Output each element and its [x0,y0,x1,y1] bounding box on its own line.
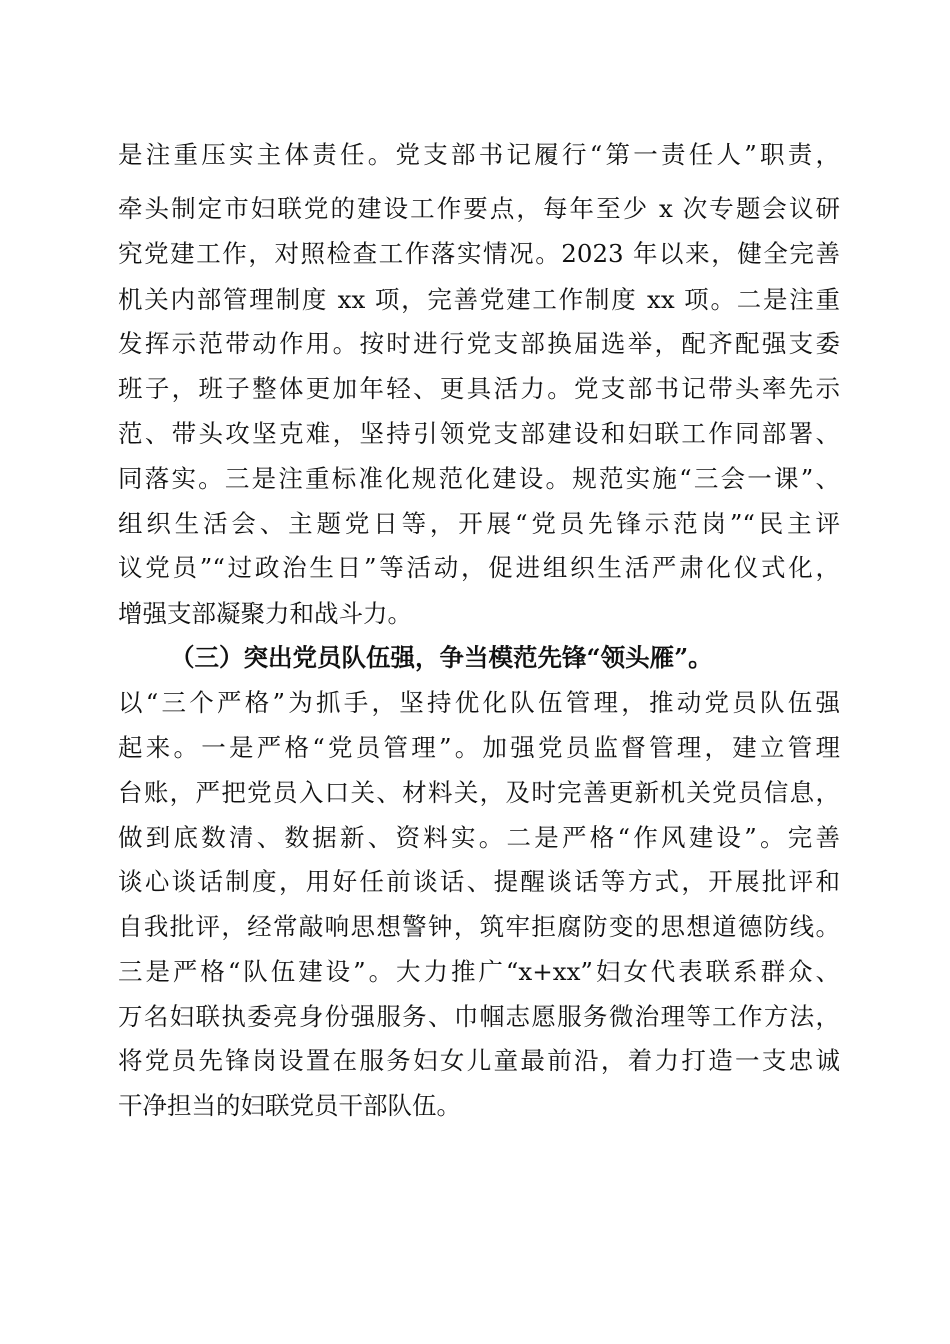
text-line: 谈心谈话制度，用好任前谈话、提醒谈话等方式，开展批评和 [118,867,840,896]
text-line: 班子，班子整体更加年轻、更具活力。党支部书记带头率先示 [118,374,840,403]
section-heading: （三）突出党员队伍强，争当模范先锋“领头雁”。 [170,643,713,672]
text-line: 做到底数清、数据新、资料实。二是严格“作风建设”。完善 [118,823,840,852]
text-line: 起来。一是严格“党员管理”。加强党员监督管理，建立管理 [118,733,840,762]
paragraph-last-line: 增强支部凝聚力和战斗力。 [118,599,412,628]
text-line: 同落实。三是注重标准化规范化建设。规范实施“三会一课”、 [118,464,840,493]
paragraph-last-line: 干净担当的妇联党员干部队伍。 [118,1091,461,1120]
text-line: 三是严格“队伍建设”。大力推广“x+xx”妇女代表联系群众、 [118,957,840,986]
text-line: 究党建工作，对照检查工作落实情况。2023 年以来，健全完善 [118,239,840,268]
text-line: 机关内部管理制度 xx 项，完善党建工作制度 xx 项。二是注重 [118,285,840,314]
text-line: 发挥示范带动作用。按时进行党支部换届选举，配齐配强支委 [118,329,840,358]
text-line: 是注重压实主体责任。党支部书记履行“第一责任人”职责， [118,140,840,169]
text-line: 范、带头攻坚克难，坚持引领党支部建设和妇联工作同部署、 [118,419,840,448]
text-line: 牵头制定市妇联党的建设工作要点，每年至少 x 次专题会议研 [118,194,840,223]
text-line: 议党员”“过政治生日”等活动，促进组织生活严肃化仪式化， [118,553,840,582]
text-line: 将党员先锋岗设置在服务妇女儿童最前沿，着力打造一支忠诚 [118,1046,840,1075]
text-line: 组织生活会、主题党日等，开展“党员先锋示范岗”“民主评 [118,509,840,538]
text-line: 以“三个严格”为抓手，坚持优化队伍管理，推动党员队伍强 [118,688,840,717]
text-line: 台账，严把党员入口关、材料关，及时完善更新机关党员信息， [118,778,840,807]
text-line: 万名妇联执委亮身份强服务、巾帼志愿服务微治理等工作方法， [118,1002,840,1031]
text-line: 自我批评，经常敲响思想警钟，筑牢拒腐防变的思想道德防线。 [118,912,840,941]
